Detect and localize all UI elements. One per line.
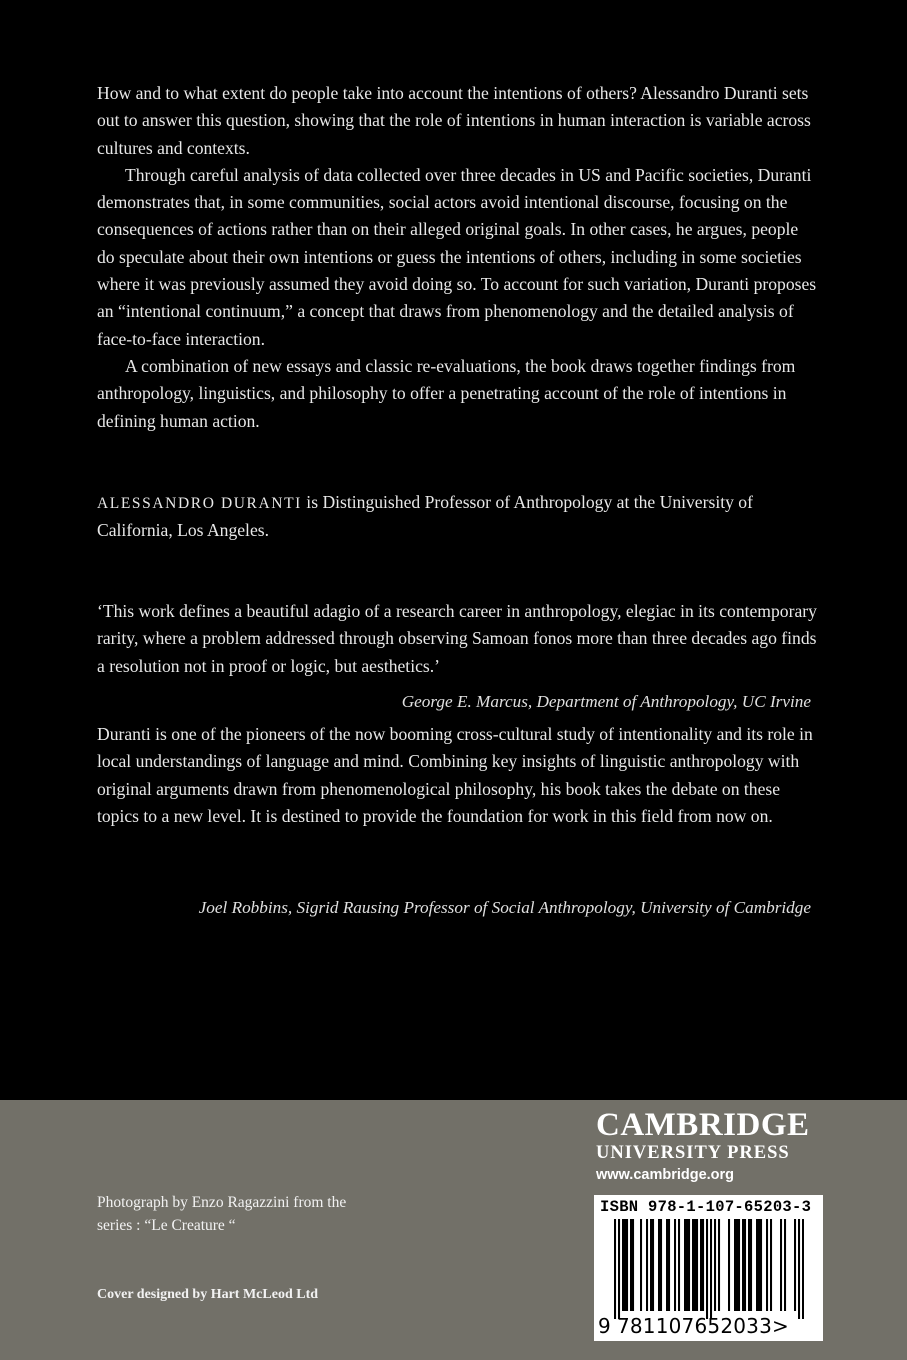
barcode-bar	[760, 1219, 762, 1311]
barcode-bar	[766, 1219, 768, 1311]
barcode-bar	[714, 1219, 716, 1311]
cover-designer: Cover designed by Hart McLeod Ltd	[97, 1287, 319, 1302]
author-name: ALESSANDRO DURANTI	[97, 495, 302, 512]
barcode-bar	[684, 1219, 686, 1311]
barcode-bar	[646, 1219, 648, 1311]
barcode-bar	[734, 1219, 736, 1311]
barcode-bar	[650, 1219, 652, 1311]
barcode-bar	[756, 1219, 758, 1311]
barcode-bar	[614, 1219, 616, 1319]
endorsement-quote-2: Duranti is one of the pioneers of the now booming cross-cultural study of intentionality and its role in local understandings of language and mind. Combining key insights of linguistic anthropology with original arguments drawn from phenomenological philosophy, his book takes the debate on these topics to a new level. It is destined to provide the foundation for work in this field from now on.	[97, 724, 813, 826]
barcode-bar	[668, 1219, 670, 1311]
barcode	[614, 1219, 804, 1319]
barcode-bar	[696, 1219, 698, 1311]
author-bio: is Distinguished Professor of Anthropology at the University of California, Los Angeles.	[97, 492, 753, 541]
barcode-bar	[618, 1219, 620, 1319]
barcode-bar	[658, 1219, 660, 1311]
barcode-bar	[660, 1219, 662, 1311]
blurb-paragraph-3: A combination of new essays and classic re-evaluations, the book draws together findings from anthropology, linguistics, and philosophy to offer a penetrating account of the role of intentions in defining human action.	[97, 355, 796, 431]
barcode-bar	[702, 1219, 704, 1311]
barcode-bar	[622, 1219, 624, 1311]
barcode-bar	[784, 1219, 786, 1311]
barcode-bar	[728, 1219, 730, 1311]
barcode-number: 781107652033	[616, 1314, 773, 1338]
publisher-logo	[596, 1108, 826, 1186]
blurb-paragraph-2: Through careful analysis of data collected over three decades in US and Pacific societies, Duranti demonstrates that, in some communities, social actors avoid intentional discourse, focusing on the consequences of actions rather than on their alleged original goals. In other cases, he argues, people do speculate about their own intentions or guess the intentions of others, including in some societies where it was previously assumed they avoid doing so. To account for such variation, Duranti proposes an “intentional continuum,” a concept that draws from phenomenology and the detailed analysis of face-to-face interaction.	[97, 164, 817, 349]
barcode-bar	[748, 1219, 750, 1311]
endorsement-attribution-2: Joel Robbins, Sigrid Rausing Professor of Social Anthropology, University of Cambridge	[198, 898, 811, 917]
blurb-paragraph-1: How and to what extent do people take into account the intentions of others? Alessandro Duranti sets out to answer this question, showing that the role of intentions in human interaction is variable across cultures and contexts.	[97, 83, 811, 158]
barcode-bar	[758, 1219, 760, 1311]
barcode-bar	[744, 1219, 746, 1311]
barcode-bar	[640, 1219, 642, 1311]
footer-band	[0, 1100, 907, 1360]
barcode-bar	[794, 1219, 796, 1311]
barcode-bar	[632, 1219, 634, 1311]
barcode-bar	[736, 1219, 738, 1311]
isbn-label: ISBN 978-1-107-65203-3	[600, 1198, 812, 1216]
publisher-name: CAMBRIDGE	[596, 1107, 810, 1143]
endorsement-attribution-1: George E. Marcus, Department of Anthropology, UC Irvine	[401, 692, 811, 711]
barcode-bar	[666, 1219, 668, 1311]
barcode-bar	[802, 1219, 804, 1319]
barcode-bar	[686, 1219, 688, 1311]
barcode-bar	[674, 1219, 676, 1311]
publisher-subname: UNIVERSITY PRESS	[596, 1143, 790, 1163]
barcode-bar	[742, 1219, 744, 1311]
barcode-bar	[770, 1219, 772, 1311]
barcode-bar	[652, 1219, 654, 1311]
barcode-digits	[598, 1314, 820, 1338]
endorsement-quote-1: ‘This work defines a beautiful adagio of a research career in anthropology, elegiac in its contemporary rarity, where a problem addressed through observing Samoan fonos more than three decades ago finds a resolution not in proof or logic, but aesthetics.’	[97, 601, 817, 676]
barcode-bar	[718, 1219, 720, 1311]
barcode-bar	[678, 1219, 680, 1311]
publisher-url: www.cambridge.org	[596, 1167, 735, 1183]
barcode-bar	[692, 1219, 694, 1311]
barcode-bar	[694, 1219, 696, 1311]
author-note	[97, 489, 817, 545]
barcode-bar	[780, 1219, 782, 1311]
blurb	[97, 80, 817, 435]
barcode-marker: >	[772, 1314, 790, 1338]
barcode-bar	[688, 1219, 690, 1311]
barcode-bar	[624, 1219, 626, 1311]
barcode-bar	[626, 1219, 628, 1311]
photo-credit: Photograph by Enzo Ragazzini from the series : “Le Creature “	[97, 1194, 347, 1234]
barcode-bar	[706, 1219, 708, 1319]
barcode-box	[594, 1195, 823, 1341]
barcode-first-digit: 9	[598, 1314, 611, 1338]
barcode-bar	[738, 1219, 740, 1311]
barcode-bar	[710, 1219, 712, 1319]
barcode-bar	[700, 1219, 702, 1311]
barcode-bar	[750, 1219, 752, 1311]
barcode-bar	[630, 1219, 632, 1311]
barcode-bar	[798, 1219, 800, 1319]
